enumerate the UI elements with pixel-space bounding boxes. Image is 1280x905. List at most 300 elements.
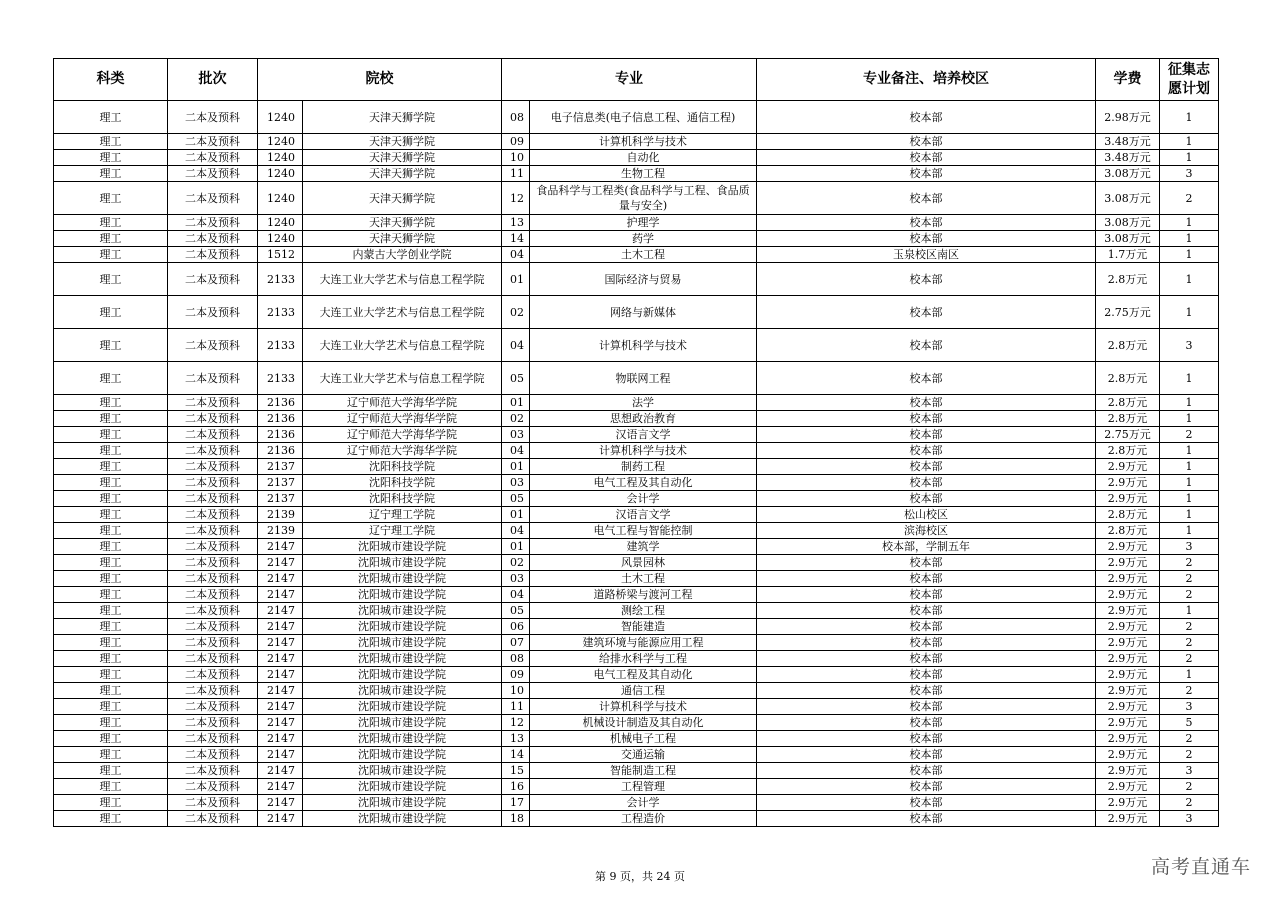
cell-category: 理工 xyxy=(54,411,168,427)
cell-batch: 二本及预科 xyxy=(168,411,258,427)
cell-major-code: 02 xyxy=(502,555,530,571)
cell-school-code: 2136 xyxy=(258,443,303,459)
cell-school-code: 2147 xyxy=(258,763,303,779)
cell-major-code: 01 xyxy=(502,539,530,555)
cell-note: 校本部 xyxy=(757,134,1096,150)
cell-plan: 1 xyxy=(1160,523,1219,539)
cell-batch: 二本及预科 xyxy=(168,779,258,795)
cell-major-name: 工程管理 xyxy=(530,779,757,795)
cell-major-code: 04 xyxy=(502,247,530,263)
cell-plan: 1 xyxy=(1160,459,1219,475)
cell-school-code: 2133 xyxy=(258,296,303,329)
cell-fee: 2.9万元 xyxy=(1096,651,1160,667)
cell-batch: 二本及预科 xyxy=(168,150,258,166)
cell-school-name: 大连工业大学艺术与信息工程学院 xyxy=(303,362,502,395)
cell-major-name: 网络与新媒体 xyxy=(530,296,757,329)
cell-fee: 3.08万元 xyxy=(1096,231,1160,247)
cell-school-code: 2136 xyxy=(258,395,303,411)
table-row xyxy=(54,134,1219,150)
cell-major-code: 03 xyxy=(502,475,530,491)
header-note: 专业备注、培养校区 xyxy=(757,59,1096,101)
cell-note: 校本部 xyxy=(757,747,1096,763)
cell-major-name: 机械设计制造及其自动化 xyxy=(530,715,757,731)
cell-major-name: 护理学 xyxy=(530,215,757,231)
cell-major-code: 03 xyxy=(502,571,530,587)
cell-school-name: 天津天狮学院 xyxy=(303,231,502,247)
cell-batch: 二本及预科 xyxy=(168,555,258,571)
cell-school-code: 2137 xyxy=(258,475,303,491)
cell-plan: 1 xyxy=(1160,134,1219,150)
cell-category: 理工 xyxy=(54,699,168,715)
cell-major-name: 智能制造工程 xyxy=(530,763,757,779)
cell-school-name: 大连工业大学艺术与信息工程学院 xyxy=(303,329,502,362)
cell-note: 校本部 xyxy=(757,635,1096,651)
table-row xyxy=(54,651,1219,667)
cell-batch: 二本及预科 xyxy=(168,667,258,683)
cell-fee: 2.9万元 xyxy=(1096,763,1160,779)
cell-batch: 二本及预科 xyxy=(168,491,258,507)
cell-note: 校本部 xyxy=(757,715,1096,731)
table-row xyxy=(54,362,1219,395)
cell-major-code: 09 xyxy=(502,134,530,150)
table-row xyxy=(54,263,1219,296)
cell-plan: 3 xyxy=(1160,539,1219,555)
cell-major-code: 01 xyxy=(502,395,530,411)
cell-major-code: 10 xyxy=(502,150,530,166)
cell-category: 理工 xyxy=(54,587,168,603)
cell-plan: 2 xyxy=(1160,651,1219,667)
table-row xyxy=(54,811,1219,827)
cell-major-name: 道路桥梁与渡河工程 xyxy=(530,587,757,603)
cell-category: 理工 xyxy=(54,475,168,491)
cell-fee: 2.9万元 xyxy=(1096,747,1160,763)
cell-batch: 二本及预科 xyxy=(168,362,258,395)
cell-plan: 2 xyxy=(1160,747,1219,763)
cell-batch: 二本及预科 xyxy=(168,523,258,539)
cell-note: 校本部 xyxy=(757,427,1096,443)
cell-major-name: 自动化 xyxy=(530,150,757,166)
cell-school-name: 沈阳城市建设学院 xyxy=(303,779,502,795)
cell-major-name: 会计学 xyxy=(530,491,757,507)
cell-batch: 二本及预科 xyxy=(168,747,258,763)
cell-school-name: 辽宁师范大学海华学院 xyxy=(303,395,502,411)
cell-category: 理工 xyxy=(54,795,168,811)
cell-fee: 2.9万元 xyxy=(1096,603,1160,619)
cell-major-code: 12 xyxy=(502,182,530,215)
cell-category: 理工 xyxy=(54,459,168,475)
cell-school-code: 1240 xyxy=(258,215,303,231)
cell-major-name: 计算机科学与技术 xyxy=(530,443,757,459)
cell-note: 校本部 xyxy=(757,699,1096,715)
cell-note: 校本部 xyxy=(757,296,1096,329)
cell-fee: 2.9万元 xyxy=(1096,635,1160,651)
cell-batch: 二本及预科 xyxy=(168,215,258,231)
cell-plan: 1 xyxy=(1160,150,1219,166)
cell-category: 理工 xyxy=(54,263,168,296)
cell-major-name: 风景园林 xyxy=(530,555,757,571)
cell-plan: 2 xyxy=(1160,555,1219,571)
cell-category: 理工 xyxy=(54,747,168,763)
cell-school-name: 天津天狮学院 xyxy=(303,215,502,231)
cell-note: 校本部 xyxy=(757,491,1096,507)
cell-fee: 2.8万元 xyxy=(1096,443,1160,459)
cell-category: 理工 xyxy=(54,395,168,411)
cell-note: 校本部 xyxy=(757,215,1096,231)
cell-note: 校本部 xyxy=(757,731,1096,747)
header-row xyxy=(54,59,1219,101)
table-row xyxy=(54,619,1219,635)
header-major: 专业 xyxy=(502,59,757,101)
cell-plan: 1 xyxy=(1160,101,1219,134)
cell-school-code: 2147 xyxy=(258,683,303,699)
cell-plan: 1 xyxy=(1160,491,1219,507)
cell-note: 校本部 xyxy=(757,603,1096,619)
cell-batch: 二本及预科 xyxy=(168,795,258,811)
header-school: 院校 xyxy=(258,59,502,101)
cell-major-code: 18 xyxy=(502,811,530,827)
cell-school-code: 2147 xyxy=(258,795,303,811)
cell-fee: 2.9万元 xyxy=(1096,699,1160,715)
table-row xyxy=(54,182,1219,215)
cell-major-name: 药学 xyxy=(530,231,757,247)
cell-batch: 二本及预科 xyxy=(168,182,258,215)
cell-category: 理工 xyxy=(54,491,168,507)
cell-major-name: 国际经济与贸易 xyxy=(530,263,757,296)
cell-major-name: 制药工程 xyxy=(530,459,757,475)
table-row xyxy=(54,683,1219,699)
cell-major-code: 08 xyxy=(502,101,530,134)
cell-school-code: 2147 xyxy=(258,555,303,571)
cell-major-code: 03 xyxy=(502,427,530,443)
cell-note: 校本部 xyxy=(757,683,1096,699)
cell-school-name: 沈阳城市建设学院 xyxy=(303,619,502,635)
cell-school-name: 大连工业大学艺术与信息工程学院 xyxy=(303,263,502,296)
cell-school-code: 2147 xyxy=(258,715,303,731)
cell-major-code: 04 xyxy=(502,587,530,603)
cell-note: 滨海校区 xyxy=(757,523,1096,539)
table-row xyxy=(54,699,1219,715)
table-row xyxy=(54,603,1219,619)
cell-category: 理工 xyxy=(54,150,168,166)
cell-major-code: 01 xyxy=(502,459,530,475)
cell-category: 理工 xyxy=(54,715,168,731)
table-row xyxy=(54,150,1219,166)
cell-school-code: 2147 xyxy=(258,699,303,715)
cell-major-code: 07 xyxy=(502,635,530,651)
cell-school-name: 沈阳科技学院 xyxy=(303,475,502,491)
cell-fee: 2.8万元 xyxy=(1096,411,1160,427)
table-row xyxy=(54,667,1219,683)
table-row xyxy=(54,475,1219,491)
cell-category: 理工 xyxy=(54,635,168,651)
cell-school-name: 沈阳城市建设学院 xyxy=(303,747,502,763)
cell-fee: 2.9万元 xyxy=(1096,795,1160,811)
cell-major-name: 电子信息类(电子信息工程、通信工程) xyxy=(530,101,757,134)
cell-note: 校本部 xyxy=(757,763,1096,779)
cell-school-name: 辽宁师范大学海华学院 xyxy=(303,411,502,427)
cell-major-name: 土木工程 xyxy=(530,571,757,587)
cell-plan: 2 xyxy=(1160,587,1219,603)
cell-school-code: 2137 xyxy=(258,459,303,475)
cell-school-name: 沈阳城市建设学院 xyxy=(303,555,502,571)
cell-plan: 1 xyxy=(1160,667,1219,683)
cell-category: 理工 xyxy=(54,619,168,635)
cell-batch: 二本及预科 xyxy=(168,296,258,329)
cell-plan: 3 xyxy=(1160,811,1219,827)
cell-fee: 3.08万元 xyxy=(1096,166,1160,182)
cell-note: 校本部 xyxy=(757,395,1096,411)
cell-major-name: 物联网工程 xyxy=(530,362,757,395)
cell-major-code: 11 xyxy=(502,699,530,715)
cell-category: 理工 xyxy=(54,507,168,523)
cell-major-code: 06 xyxy=(502,619,530,635)
cell-category: 理工 xyxy=(54,603,168,619)
cell-category: 理工 xyxy=(54,523,168,539)
table-row xyxy=(54,587,1219,603)
cell-major-name: 建筑学 xyxy=(530,539,757,555)
cell-fee: 3.48万元 xyxy=(1096,134,1160,150)
cell-school-code: 2147 xyxy=(258,587,303,603)
cell-major-code: 05 xyxy=(502,491,530,507)
cell-major-code: 17 xyxy=(502,795,530,811)
table-row xyxy=(54,715,1219,731)
cell-batch: 二本及预科 xyxy=(168,134,258,150)
cell-major-code: 02 xyxy=(502,411,530,427)
cell-school-name: 辽宁理工学院 xyxy=(303,523,502,539)
cell-major-name: 计算机科学与技术 xyxy=(530,329,757,362)
cell-plan: 1 xyxy=(1160,362,1219,395)
cell-fee: 2.9万元 xyxy=(1096,555,1160,571)
table-row xyxy=(54,763,1219,779)
cell-plan: 3 xyxy=(1160,763,1219,779)
cell-major-name: 电气工程及其自动化 xyxy=(530,475,757,491)
cell-school-name: 沈阳科技学院 xyxy=(303,491,502,507)
table-row xyxy=(54,166,1219,182)
table-row xyxy=(54,459,1219,475)
cell-major-name: 给排水科学与工程 xyxy=(530,651,757,667)
cell-school-name: 沈阳城市建设学院 xyxy=(303,635,502,651)
cell-category: 理工 xyxy=(54,182,168,215)
cell-major-name: 工程造价 xyxy=(530,811,757,827)
cell-note: 松山校区 xyxy=(757,507,1096,523)
cell-school-code: 2147 xyxy=(258,651,303,667)
cell-plan: 2 xyxy=(1160,182,1219,215)
cell-school-code: 2147 xyxy=(258,731,303,747)
cell-fee: 2.98万元 xyxy=(1096,101,1160,134)
cell-major-name: 计算机科学与技术 xyxy=(530,699,757,715)
cell-school-code: 2147 xyxy=(258,667,303,683)
cell-fee: 2.9万元 xyxy=(1096,571,1160,587)
cell-fee: 2.9万元 xyxy=(1096,491,1160,507)
table-row xyxy=(54,329,1219,362)
cell-plan: 1 xyxy=(1160,215,1219,231)
cell-school-name: 辽宁理工学院 xyxy=(303,507,502,523)
cell-note: 校本部 xyxy=(757,587,1096,603)
cell-school-name: 沈阳城市建设学院 xyxy=(303,651,502,667)
cell-category: 理工 xyxy=(54,247,168,263)
cell-school-code: 1240 xyxy=(258,231,303,247)
cell-note: 校本部 xyxy=(757,231,1096,247)
cell-major-code: 04 xyxy=(502,443,530,459)
cell-category: 理工 xyxy=(54,101,168,134)
cell-major-code: 12 xyxy=(502,715,530,731)
table-row xyxy=(54,731,1219,747)
cell-plan: 1 xyxy=(1160,296,1219,329)
cell-major-name: 电气工程及其自动化 xyxy=(530,667,757,683)
cell-note: 校本部 xyxy=(757,263,1096,296)
cell-school-code: 2147 xyxy=(258,779,303,795)
table-row xyxy=(54,507,1219,523)
cell-school-code: 2147 xyxy=(258,539,303,555)
cell-fee: 2.9万元 xyxy=(1096,619,1160,635)
cell-fee: 2.8万元 xyxy=(1096,395,1160,411)
header-plan xyxy=(1160,59,1219,101)
cell-major-code: 08 xyxy=(502,651,530,667)
cell-fee: 3.08万元 xyxy=(1096,182,1160,215)
cell-batch: 二本及预科 xyxy=(168,231,258,247)
cell-major-name: 思想政治教育 xyxy=(530,411,757,427)
cell-fee: 2.9万元 xyxy=(1096,667,1160,683)
cell-major-code: 09 xyxy=(502,667,530,683)
cell-major-code: 02 xyxy=(502,296,530,329)
admission-plan-table xyxy=(53,58,1219,827)
cell-school-code: 2137 xyxy=(258,491,303,507)
table-row xyxy=(54,635,1219,651)
cell-category: 理工 xyxy=(54,779,168,795)
cell-major-name: 食品科学与工程类(食品科学与工程、食品质量与安全) xyxy=(530,182,757,215)
cell-school-name: 辽宁师范大学海华学院 xyxy=(303,443,502,459)
cell-note: 校本部 xyxy=(757,182,1096,215)
cell-school-code: 2147 xyxy=(258,811,303,827)
cell-category: 理工 xyxy=(54,731,168,747)
cell-major-name: 机械电子工程 xyxy=(530,731,757,747)
cell-major-name: 通信工程 xyxy=(530,683,757,699)
cell-category: 理工 xyxy=(54,555,168,571)
table-row xyxy=(54,411,1219,427)
cell-note: 校本部 xyxy=(757,571,1096,587)
cell-major-code: 16 xyxy=(502,779,530,795)
table-row xyxy=(54,215,1219,231)
cell-batch: 二本及预科 xyxy=(168,539,258,555)
cell-plan: 3 xyxy=(1160,329,1219,362)
cell-major-name: 土木工程 xyxy=(530,247,757,263)
cell-plan: 3 xyxy=(1160,166,1219,182)
cell-fee: 1.7万元 xyxy=(1096,247,1160,263)
cell-note: 玉泉校区南区 xyxy=(757,247,1096,263)
cell-category: 理工 xyxy=(54,134,168,150)
table-row xyxy=(54,231,1219,247)
header-fee: 学费 xyxy=(1096,59,1160,101)
cell-major-code: 14 xyxy=(502,747,530,763)
cell-school-code: 2147 xyxy=(258,603,303,619)
cell-plan: 2 xyxy=(1160,571,1219,587)
cell-major-name: 交通运输 xyxy=(530,747,757,763)
cell-major-code: 05 xyxy=(502,603,530,619)
cell-note: 校本部 xyxy=(757,411,1096,427)
cell-note: 校本部 xyxy=(757,459,1096,475)
cell-school-code: 1240 xyxy=(258,150,303,166)
cell-school-code: 2133 xyxy=(258,362,303,395)
cell-plan: 1 xyxy=(1160,231,1219,247)
table-row xyxy=(54,395,1219,411)
cell-batch: 二本及预科 xyxy=(168,763,258,779)
cell-school-name: 沈阳城市建设学院 xyxy=(303,811,502,827)
cell-school-code: 1240 xyxy=(258,101,303,134)
cell-batch: 二本及预科 xyxy=(168,427,258,443)
cell-batch: 二本及预科 xyxy=(168,603,258,619)
cell-major-code: 11 xyxy=(502,166,530,182)
cell-plan: 1 xyxy=(1160,507,1219,523)
cell-note: 校本部 xyxy=(757,443,1096,459)
cell-category: 理工 xyxy=(54,362,168,395)
cell-fee: 2.8万元 xyxy=(1096,507,1160,523)
cell-batch: 二本及预科 xyxy=(168,587,258,603)
cell-school-code: 2133 xyxy=(258,329,303,362)
table-row xyxy=(54,795,1219,811)
cell-batch: 二本及预科 xyxy=(168,731,258,747)
cell-category: 理工 xyxy=(54,231,168,247)
table-body xyxy=(54,101,1219,827)
cell-plan: 2 xyxy=(1160,427,1219,443)
cell-major-name: 汉语言文学 xyxy=(530,427,757,443)
cell-major-name: 计算机科学与技术 xyxy=(530,134,757,150)
cell-school-name: 沈阳城市建设学院 xyxy=(303,683,502,699)
cell-category: 理工 xyxy=(54,539,168,555)
cell-school-name: 沈阳城市建设学院 xyxy=(303,587,502,603)
cell-school-name: 沈阳城市建设学院 xyxy=(303,571,502,587)
cell-plan: 2 xyxy=(1160,731,1219,747)
cell-note: 校本部 xyxy=(757,811,1096,827)
cell-batch: 二本及预科 xyxy=(168,443,258,459)
cell-fee: 2.9万元 xyxy=(1096,459,1160,475)
cell-major-name: 智能建造 xyxy=(530,619,757,635)
cell-school-name: 天津天狮学院 xyxy=(303,134,502,150)
cell-plan: 1 xyxy=(1160,411,1219,427)
cell-batch: 二本及预科 xyxy=(168,619,258,635)
table-row xyxy=(54,427,1219,443)
cell-batch: 二本及预科 xyxy=(168,811,258,827)
cell-major-code: 05 xyxy=(502,362,530,395)
cell-note: 校本部 xyxy=(757,619,1096,635)
cell-fee: 2.75万元 xyxy=(1096,427,1160,443)
cell-fee: 2.9万元 xyxy=(1096,683,1160,699)
cell-note: 校本部 xyxy=(757,166,1096,182)
watermark: 高考直通车 xyxy=(1150,856,1251,878)
cell-fee: 2.9万元 xyxy=(1096,475,1160,491)
cell-school-name: 内蒙古大学创业学院 xyxy=(303,247,502,263)
cell-major-code: 01 xyxy=(502,507,530,523)
cell-major-code: 10 xyxy=(502,683,530,699)
cell-batch: 二本及预科 xyxy=(168,475,258,491)
cell-note: 校本部 xyxy=(757,667,1096,683)
cell-note: 校本部 xyxy=(757,362,1096,395)
table-row xyxy=(54,523,1219,539)
cell-school-code: 2147 xyxy=(258,635,303,651)
cell-major-code: 15 xyxy=(502,763,530,779)
cell-plan: 5 xyxy=(1160,715,1219,731)
cell-note: 校本部，学制五年 xyxy=(757,539,1096,555)
cell-batch: 二本及预科 xyxy=(168,571,258,587)
table-row xyxy=(54,555,1219,571)
cell-school-code: 2147 xyxy=(258,747,303,763)
cell-school-code: 2139 xyxy=(258,523,303,539)
cell-note: 校本部 xyxy=(757,150,1096,166)
table-row xyxy=(54,491,1219,507)
cell-major-name: 电气工程与智能控制 xyxy=(530,523,757,539)
cell-major-code: 04 xyxy=(502,523,530,539)
cell-fee: 2.75万元 xyxy=(1096,296,1160,329)
cell-batch: 二本及预科 xyxy=(168,247,258,263)
